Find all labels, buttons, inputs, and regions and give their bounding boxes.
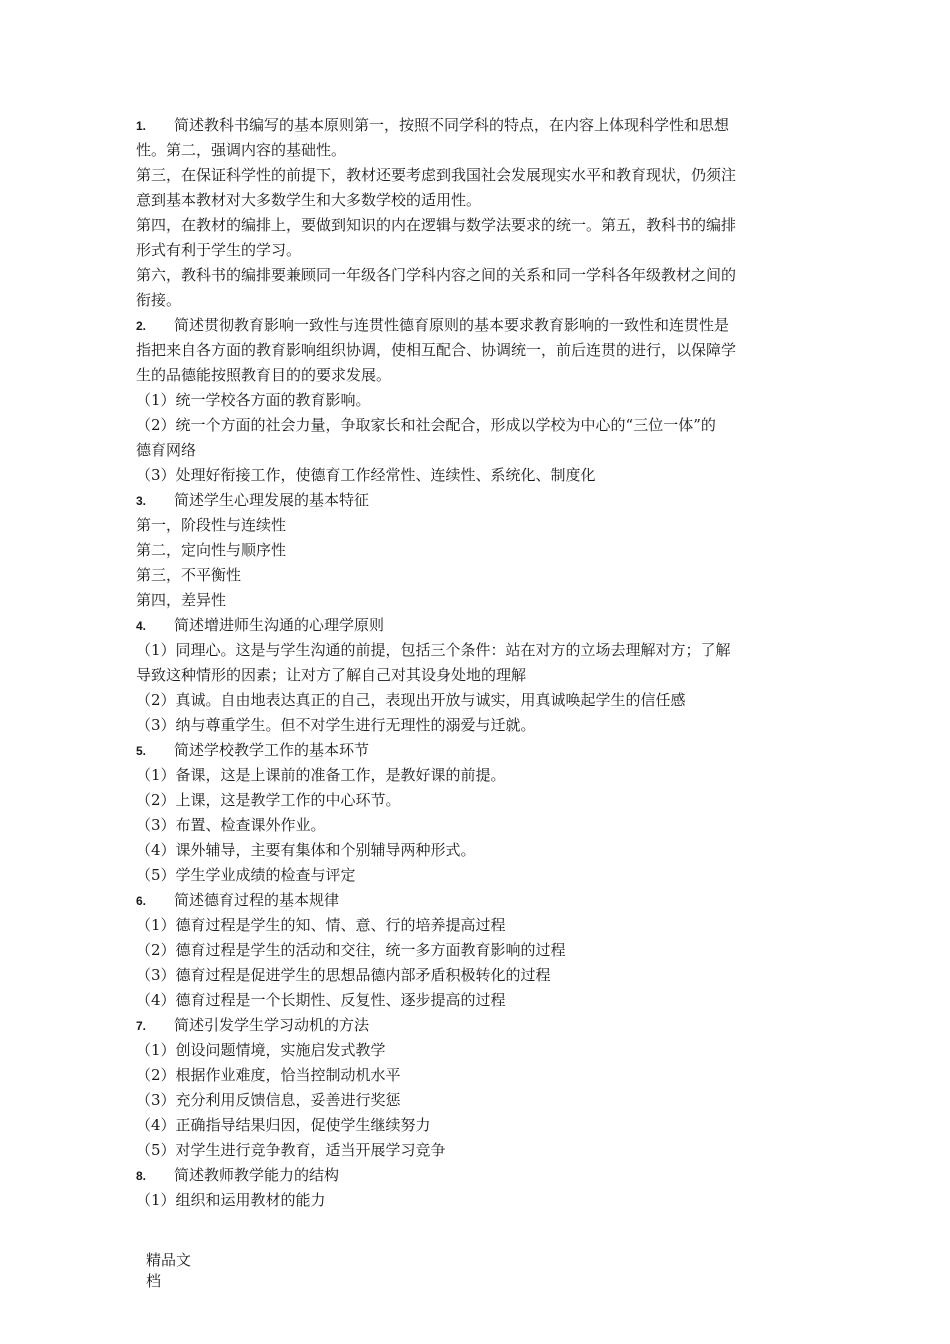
q5-number: 5.	[136, 744, 147, 758]
q1-line-6: 形式有利于学生的学习。	[136, 241, 302, 259]
q7-item: （5）对学生进行竞争教育，适当开展学习竞争	[136, 1141, 446, 1159]
q1-title: 简述教科书编写的基本原则第一，按照不同学科的特点，在内容上体现科学性和思想	[174, 116, 730, 134]
q3-item: 第三，不平衡性	[136, 566, 242, 584]
q8-title-line	[136, 1163, 826, 1188]
q2-line-5: （2）统一个方面的社会力量，争取家长和社会配合，形成以学校为中心的“三位一体”的	[136, 416, 716, 434]
q2-line-2: 指把来自各方面的教育影响组织协调，使相互配合、协调统一，前后连贯的进行，以保障学	[136, 341, 737, 359]
q6-number: 6.	[136, 894, 147, 908]
q8-number: 8.	[136, 1169, 147, 1183]
q3-title: 简述学生心理发展的基本特征	[174, 491, 370, 509]
q7-item: （3）充分利用反馈信息，妥善进行奖惩	[136, 1091, 401, 1109]
q2-title-line	[136, 313, 826, 338]
document-body	[136, 113, 826, 1213]
footer-line-1: 精品文	[146, 1251, 192, 1269]
q3-title-line	[136, 488, 826, 513]
q2-line-7: （3）处理好衔接工作，使德育工作经常性、连续性、系统化、制度化	[136, 466, 596, 484]
footer-line-2: 档	[146, 1272, 162, 1290]
q5-item: （5）学生学业成绩的检查与评定	[136, 866, 356, 884]
q1-title-line	[136, 113, 826, 138]
q1-number: 1.	[136, 119, 147, 133]
q4-line-1: （1）同理心。这是与学生沟通的前提，包括三个条件：站在对方的立场去理解对方；了解	[136, 641, 731, 659]
q5-item: （1）备课，这是上课前的准备工作，是教好课的前提。	[136, 766, 506, 784]
q1-line-5: 第四，在教材的编排上，要做到知识的内在逻辑与数学法要求的统一。第五，教科书的编排	[136, 216, 737, 234]
q6-title: 简述德育过程的基本规律	[174, 891, 340, 909]
q6-item: （3）德育过程是促进学生的思想品德内部矛盾积极转化的过程	[136, 966, 551, 984]
q5-item: （3）布置、检查课外作业。	[136, 816, 326, 834]
q4-line-4: （3）纳与尊重学生。但不对学生进行无理性的溺爱与迁就。	[136, 716, 536, 734]
q2-line-6: 德育网络	[136, 441, 197, 459]
q3-item: 第四，差异性	[136, 591, 227, 609]
q2-number: 2.	[136, 319, 147, 333]
q1-line-2: 性。第二，强调内容的基础性。	[136, 141, 347, 159]
q3-item: 第一，阶段性与连续性	[136, 516, 287, 534]
q8-item: （1）组织和运用教材的能力	[136, 1191, 326, 1209]
q2-title: 简述贯彻教育影响一致性与连贯性德育原则的基本要求教育影响的一致性和连贯性是	[174, 316, 730, 334]
q6-item: （4）德育过程是一个长期性、反复性、逐步提高的过程	[136, 991, 506, 1009]
q1-line-3: 第三，在保证科学性的前提下，教材还要考虑到我国社会发展现实水平和教育现状，仍须注	[136, 166, 737, 184]
q5-item: （2）上课，这是教学工作的中心环节。	[136, 791, 401, 809]
q7-item: （1）创设问题情境，实施启发式教学	[136, 1041, 386, 1059]
q6-item: （2）德育过程是学生的活动和交往，统一多方面教育影响的过程	[136, 941, 566, 959]
q4-line-3: （2）真诚。自由地表达真正的自己，表现出开放与诚实，用真诚唤起学生的信任感	[136, 691, 686, 709]
q3-number: 3.	[136, 494, 147, 508]
q5-title-line	[136, 738, 826, 763]
q1-line-7: 第六，教科书的编排要兼顾同一年级各门学科内容之间的关系和同一学科各年级教材之间的	[136, 266, 737, 284]
q7-item: （4）正确指导结果归因，促使学生继续努力	[136, 1116, 431, 1134]
q6-title-line	[136, 888, 826, 913]
q4-line-2: 导致这种情形的因素；让对方了解自己对其设身处地的理解	[136, 666, 527, 684]
q4-title: 简述增进师生沟通的心理学原则	[174, 616, 385, 634]
q7-title-line	[136, 1013, 826, 1038]
q2-line-4: （1）统一学校各方面的教育影响。	[136, 391, 371, 409]
q5-title: 简述学校教学工作的基本环节	[174, 741, 370, 759]
q2-line-3: 生的品德能按照教育目的的要求发展。	[136, 366, 392, 384]
q6-item: （1）德育过程是学生的知、情、意、行的培养提高过程	[136, 916, 506, 934]
q7-number: 7.	[136, 1019, 147, 1033]
q4-title-line	[136, 613, 826, 638]
q1-line-8: 衔接。	[136, 291, 182, 309]
q7-title: 简述引发学生学习动机的方法	[174, 1016, 370, 1034]
footer-watermark	[146, 1250, 206, 1292]
q1-line-4: 意到基本教材对大多数学生和大多数学校的适用性。	[136, 191, 482, 209]
q3-item: 第二，定向性与顺序性	[136, 541, 287, 559]
q5-item: （4）课外辅导，主要有集体和个别辅导两种形式。	[136, 841, 476, 859]
q4-number: 4.	[136, 619, 147, 633]
q7-item: （2）根据作业难度，恰当控制动机水平	[136, 1066, 401, 1084]
q8-title: 简述教师教学能力的结构	[174, 1166, 340, 1184]
